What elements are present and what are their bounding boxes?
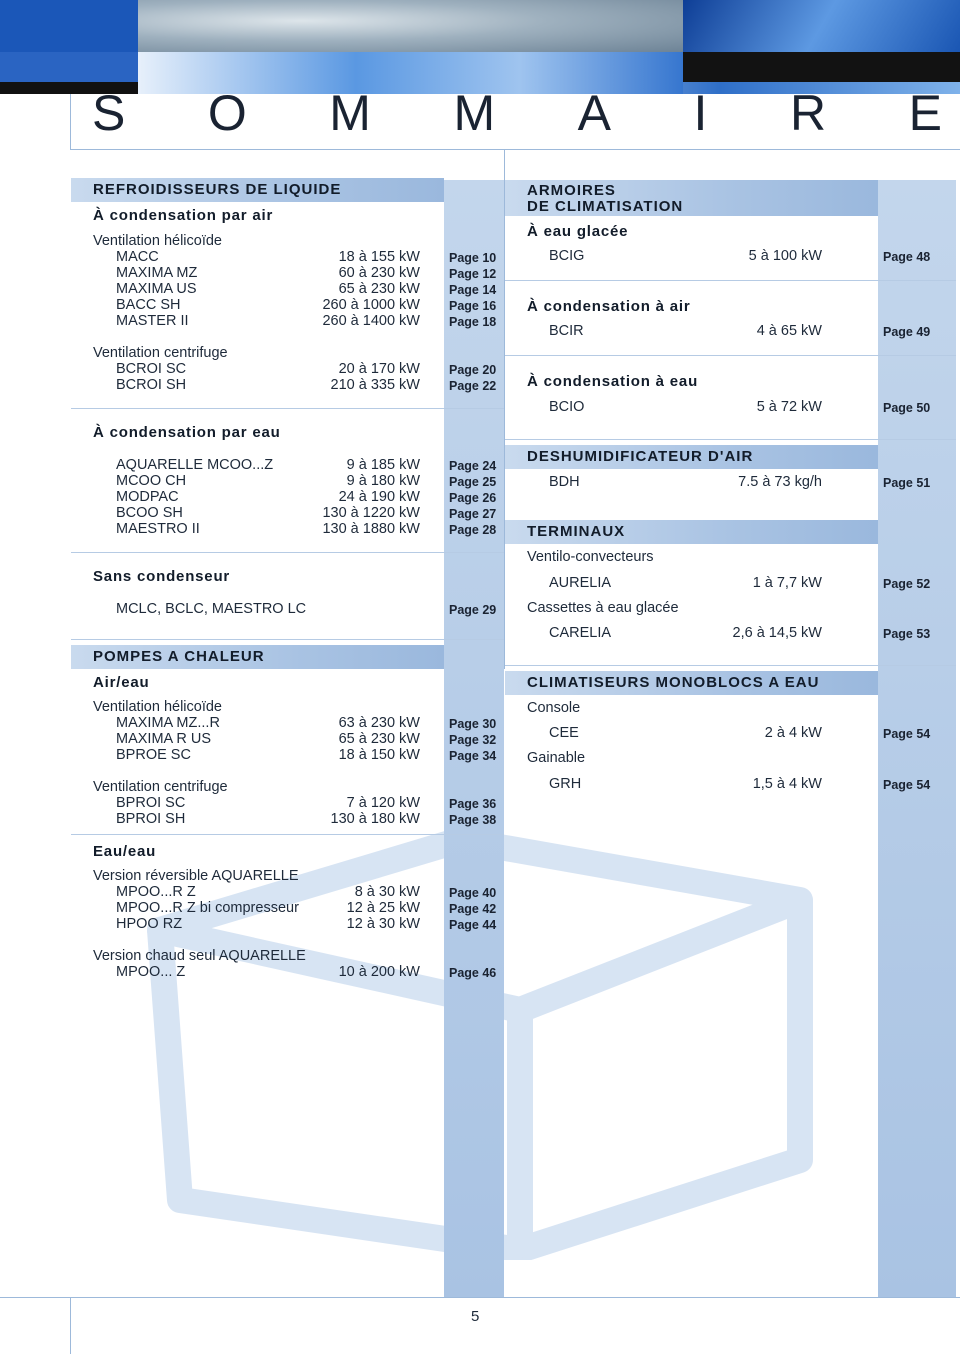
power-range: 20 à 170 kW [338,361,420,377]
power-range: 5 à 72 kW [756,399,822,415]
page-reference: Page 28 [449,523,497,537]
section-divider [505,439,956,440]
power-range: 12 à 30 kW [346,916,420,932]
product-name: BCIO [549,399,585,415]
page-reference: Page 25 [449,475,497,489]
category-label: Version chaud seul AQUARELLE [93,948,306,964]
page-reference: Page 51 [883,476,931,490]
section-header-pompes: POMPES A CHALEUR [71,645,444,669]
category-label: Cassettes à eau glacée [527,600,679,616]
page-reference: Page 49 [883,325,931,339]
power-range: 2 à 4 kW [764,725,822,741]
power-range: 7.5 à 73 kg/h [738,474,822,490]
product-name: MAXIMA R US [116,731,212,747]
header-line: ARMOIRES [527,182,616,199]
section-divider [71,834,504,835]
product-name: MAXIMA US [116,281,197,297]
product-name: MAXIMA MZ...R [116,715,220,731]
page-reference: Page 26 [449,491,497,505]
category-label: Gainable [527,750,586,766]
page-reference: Page 22 [449,379,497,393]
page-reference: Page 24 [449,459,497,473]
product-name: MACC [116,249,159,265]
section-header-armoires [505,180,878,216]
title-letter: I [693,85,708,141]
product-name: GRH [549,776,582,792]
section-divider [71,639,504,640]
power-range: 65 à 230 kW [338,281,420,297]
page-reference: Page 29 [449,603,497,617]
page-reference: Page 16 [449,299,497,313]
power-range: 1,5 à 4 kW [752,776,822,792]
power-range: 1 à 7,7 kW [752,575,822,591]
product-name: MPOO...R Z bi compresseur [116,900,299,916]
product-name: AURELIA [549,575,612,591]
page-reference: Page 44 [449,918,497,932]
product-name: HPOO RZ [116,916,183,932]
product-name: MODPAC [116,489,179,505]
product-name: CEE [549,725,579,741]
subsection-condensation-air: À condensation par air [93,207,274,224]
power-range: 260 à 1400 kW [322,313,420,329]
page-reference: Page 38 [449,813,497,827]
product-name: MASTER II [116,313,189,329]
title-letter: E [908,85,942,141]
category-label: Version réversible AQUARELLE [93,868,299,884]
page-reference: Page 14 [449,283,497,297]
subsection-sans-condenseur: Sans condenseur [93,568,231,585]
product-name: CARELIA [549,625,612,641]
page-reference: Page 50 [883,401,931,415]
subsection-cond-air: À condensation à air [527,298,691,315]
page-reference: Page 40 [449,886,497,900]
product-name: AQUARELLE MCOO...Z [116,457,274,473]
title-letter: S [92,85,126,141]
category-label: Ventilation centrifuge [93,345,228,361]
section-header-deshum: DESHUMIDIFICATEUR D'AIR [505,445,878,469]
category-label: Ventilation centrifuge [93,779,228,795]
product-name: BACC SH [116,297,181,313]
page-reference: Page 27 [449,507,497,521]
page-number: 5 [471,1308,480,1325]
page-reference: Page 48 [883,250,931,264]
page-reference: Page 54 [883,778,931,792]
frame-line [504,149,505,669]
title-letter: R [789,85,827,141]
page-reference: Page 32 [449,733,497,747]
header-photo-banner [0,0,960,94]
power-range: 2,6 à 14,5 kW [732,625,822,641]
subsection-cond-eau: À condensation à eau [527,373,699,390]
power-range: 63 à 230 kW [338,715,420,731]
power-range: 130 à 180 kW [330,811,420,827]
title-letter: M [453,85,496,141]
page-reference: Page 34 [449,749,497,763]
subsection-eau-eau: Eau/eau [93,843,157,860]
power-range: 24 à 190 kW [338,489,420,505]
power-range: 18 à 150 kW [338,747,420,763]
page-reference: Page 46 [449,966,497,980]
category-label: Ventilation hélicoïde [93,233,222,249]
category-label: Ventilo-convecteurs [527,549,654,565]
category-label: Ventilation hélicoïde [93,699,222,715]
power-range: 130 à 1880 kW [322,521,420,537]
subsection-eau-glacee: À eau glacée [527,223,629,240]
product-name: MCLC, BCLC, MAESTRO LC [116,601,307,617]
power-range: 18 à 155 kW [338,249,420,265]
product-name: BCROI SH [116,377,187,393]
power-range: 65 à 230 kW [338,731,420,747]
page-reference: Page 20 [449,363,497,377]
title-letter: M [329,85,371,141]
power-range: 4 à 65 kW [756,323,822,339]
power-range: 130 à 1220 kW [322,505,420,521]
product-name: BCROI SC [116,361,187,377]
section-divider [505,280,956,281]
section-header-refroidisseurs: REFROIDISSEURS DE LIQUIDE [71,178,444,202]
power-range: 210 à 335 kW [330,377,420,393]
frame-line [70,1297,71,1354]
power-range: 8 à 30 kW [354,884,420,900]
section-divider [505,355,956,356]
power-range: 5 à 100 kW [748,248,822,264]
product-name: MCOO CH [116,473,187,489]
header-line: DE CLIMATISATION [527,198,684,215]
power-range: 60 à 230 kW [338,265,420,281]
subsection-air-eau: Air/eau [93,674,150,691]
page-title [92,85,942,141]
page-reference: Page 18 [449,315,497,329]
power-range: 7 à 120 kW [346,795,420,811]
frame-line [0,1297,960,1298]
product-name: BCOO SH [116,505,183,521]
section-header-terminaux: TERMINAUX [505,520,878,544]
title-letter: A [577,85,611,141]
title-letter: O [207,85,247,141]
power-range: 260 à 1000 kW [322,297,420,313]
section-divider [505,665,956,666]
product-name: BDH [549,474,580,490]
product-name: BPROI SH [116,811,186,827]
section-divider [71,408,504,409]
page-reference: Page 12 [449,267,497,281]
page-reference: Page 30 [449,717,497,731]
product-name: BCIR [549,323,584,339]
power-range: 9 à 185 kW [346,457,420,473]
page-reference: Page 52 [883,577,931,591]
subsection-condensation-eau: À condensation par eau [93,424,281,441]
section-divider [71,552,504,553]
product-name: MPOO...R Z [116,884,196,900]
product-name: BPROE SC [116,747,191,763]
frame-line [70,149,960,150]
page-reference: Page 36 [449,797,497,811]
power-range: 9 à 180 kW [346,473,420,489]
page-reference: Page 54 [883,727,931,741]
product-name: MAESTRO II [116,521,200,537]
frame-line [70,94,71,150]
power-range: 10 à 200 kW [338,964,420,980]
product-name: BCIG [549,248,585,264]
page-reference: Page 10 [449,251,497,265]
page-reference: Page 42 [449,902,497,916]
product-name: BPROI SC [116,795,186,811]
power-range: 12 à 25 kW [346,900,420,916]
category-label: Console [527,700,581,716]
section-header-monoblocs: CLIMATISEURS MONOBLOCS A EAU [505,671,878,695]
page-reference: Page 53 [883,627,931,641]
product-name: MPOO... Z [116,964,186,980]
product-name: MAXIMA MZ [116,265,198,281]
